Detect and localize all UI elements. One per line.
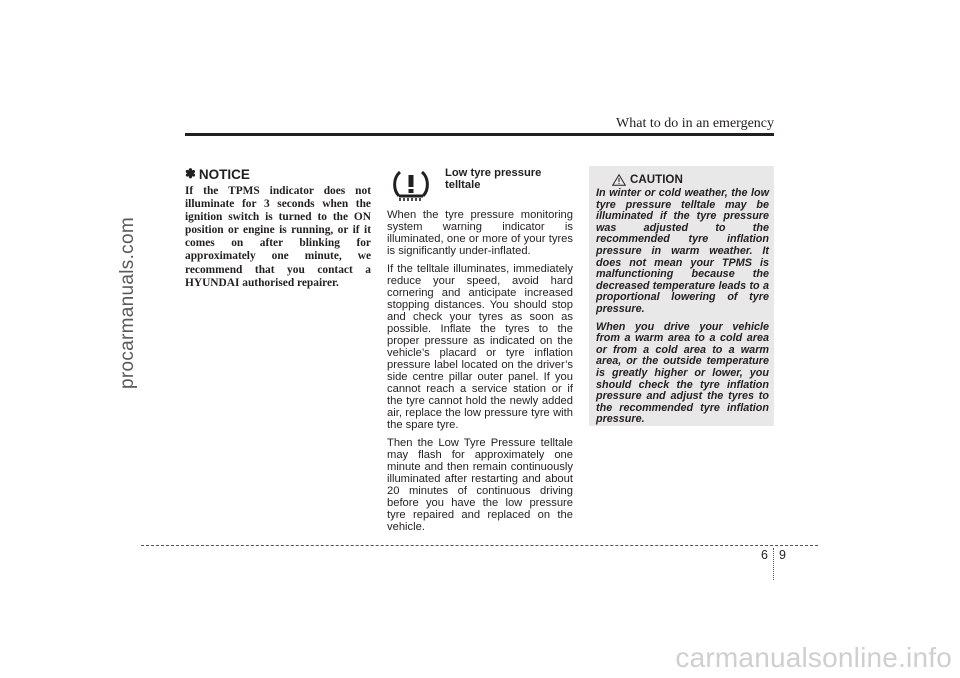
warning-triangle-icon	[612, 174, 626, 186]
bottom-watermark: carmanualsonline.info	[675, 642, 952, 673]
notice-section	[185, 166, 371, 290]
telltale-paragraph: If the telltale illuminates, immediately reduce your speed, avoid hard cornering and anticipate increased stopping distances. You should stop and check your tyres as soon as possible. Inflate the tyres to the proper pressure as indicated on the vehicle’s placard or tyre inflation pressure label located on the driver’s side centre pillar outer panel. If you cannot reach a service station or if the tyre cannot hold the newly added air, replace the low pressure tyre with the spare tyre.	[387, 263, 573, 431]
page-num: 9	[778, 548, 786, 562]
notice-heading-label: NOTICE	[198, 166, 250, 182]
section-title: What to do in an emergency	[616, 116, 774, 131]
telltale-paragraph: Then the Low Tyre Pressure telltale may flash for approximately one minute and then remain continuously illuminated after restarting and about 20 minutes of continuous driving before you have the low pressure tyre repaired and replaced on the vehicle.	[387, 437, 573, 533]
side-watermark-text: procarmanuals.com	[117, 217, 138, 389]
x-icon: ✽	[185, 166, 196, 181]
page-separator	[773, 548, 774, 580]
tpms-icon	[387, 166, 435, 204]
telltale-header	[387, 166, 573, 204]
caution-box	[589, 166, 774, 426]
caution-heading-label: CAUTION	[630, 173, 683, 186]
footer-divider	[141, 545, 818, 546]
page-chapter: 6	[761, 548, 768, 562]
page-number	[761, 548, 786, 580]
notice-heading	[185, 166, 371, 182]
caution-paragraph: In winter or cold weather, the low tyre pressure telltale may be illuminated if the tyre pressure was adjusted to the recommended tyre inflation pressure in warm weather. It does not mean your TPMS is malfunctioning because the decreased temperature leads to a proportional lowering of tyre pressure.	[596, 187, 769, 315]
caution-heading	[612, 173, 769, 186]
notice-body: If the TPMS indicator does not illuminate for 3 seconds when the ignition switch is turned to the ON position or engine is running, or if it comes on after blinking for approximately one minute, we recommend that you contact a HYUNDAI authorised repairer.	[185, 185, 371, 289]
header-rule	[185, 133, 774, 136]
telltale-paragraph: When the tyre pressure monitoring system warning indicator is illuminated, one or more of your tyres is significantly under-inflated.	[387, 209, 573, 257]
telltale-section	[387, 166, 573, 539]
caution-paragraph: When you drive your vehicle from a warm area to a cold area or from a cold area to a warm area, or the outside temperature is greatly higher or lower, you should check the tyre inflation pressure and adjust the tyres to the recommended tyre inflation pressure.	[596, 320, 769, 426]
telltale-title: Low tyre pressure telltale	[445, 167, 542, 191]
